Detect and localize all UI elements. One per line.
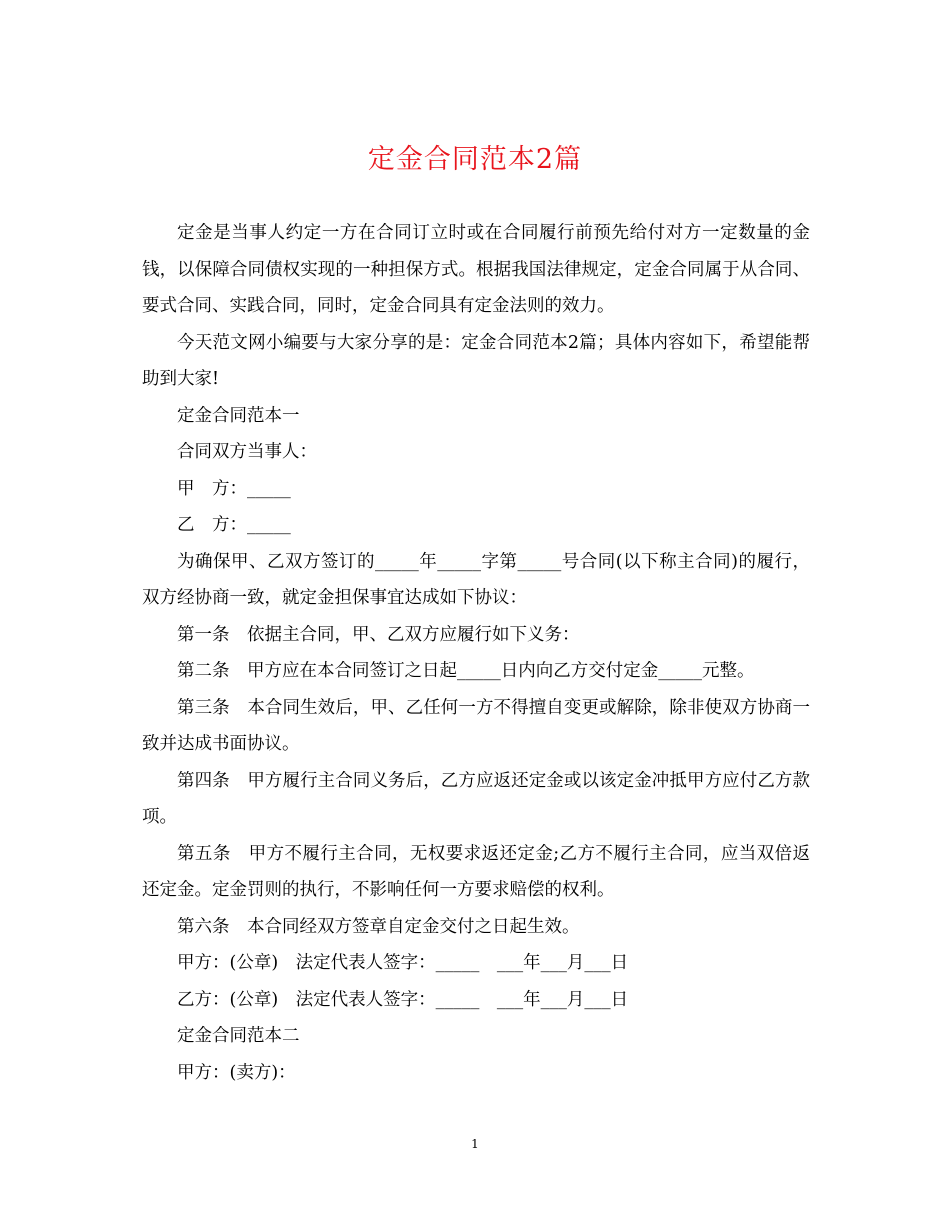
- paragraph-intro-share: 今天范文网小编要与大家分享的是：定金合同范本2篇；具体内容如下，希望能帮助到大家!: [142, 332, 810, 389]
- document-body: [142, 215, 810, 1091]
- article-5: 第五条 甲方不履行主合同，无权要求返还定金;乙方不履行主合同，应当双倍返还定金。定金罚则的执行，不影响任何一方要求赔偿的权利。: [142, 843, 810, 900]
- document-title: 定金合同范本2篇: [367, 144, 583, 175]
- article-1: 第一条 依据主合同，甲、乙双方应履行如下义务：: [177, 624, 580, 645]
- article-4: 第四条 甲方履行主合同义务后，乙方应返还定金或以该定金冲抵甲方应付乙方款项。: [142, 770, 810, 827]
- party-a-line: 甲 方：_____: [177, 478, 291, 499]
- page-number: 1: [471, 1137, 479, 1151]
- paragraph-preamble: 为确保甲、乙双方签订的_____年_____字第_____号合同(以下称主合同)的履行，双方经协商一致，就定金担保事宜达成如下协议：: [142, 551, 810, 608]
- signature-line-party-b: 乙方：(公章) 法定代表人签字：_____ ___年___月___日: [177, 989, 629, 1010]
- paragraph-intro-definition: 定金是当事人约定一方在合同订立时或在合同履行前预先给付对方一定数量的金钱，以保障合同债权实现的一种担保方式。根据我国法律规定，定金合同属于从合同、要式合同、实践合同，同时，定金合同具有定金法则的效力。: [142, 223, 810, 316]
- section-heading-template-one: 定金合同范本一: [177, 405, 300, 426]
- signature-line-party-a: 甲方：(公章) 法定代表人签字：_____ ___年___月___日: [177, 953, 629, 973]
- article-3: 第三条 本合同生效后，甲、乙任何一方不得擅自变更或解除，除非使双方协商一致并达成书面协议。: [142, 697, 810, 754]
- article-6: 第六条 本合同经双方签章自定金交付之日起生效。: [177, 916, 580, 937]
- party-b-line: 乙 方：_____: [177, 515, 291, 535]
- article-2: 第二条 甲方应在本合同签订之日起_____日内向乙方交付定金_____元整。: [177, 661, 755, 681]
- section-heading-template-two: 定金合同范本二: [177, 1026, 300, 1046]
- party-a-seller-line: 甲方：(卖方)：: [177, 1062, 296, 1083]
- paragraph-parties-heading: 合同双方当事人：: [177, 442, 317, 462]
